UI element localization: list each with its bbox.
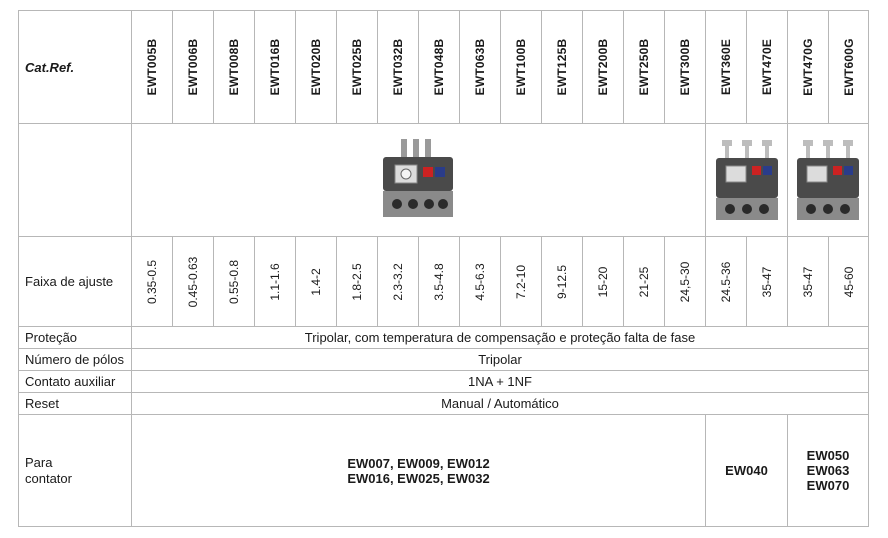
image-label-cell	[19, 124, 132, 237]
catref-value: EWT020B	[309, 38, 323, 96]
catref-cell	[337, 11, 378, 124]
range-value: 35-47	[760, 266, 774, 297]
relay-large-image-cell	[788, 124, 869, 237]
contactor-line: EW063	[806, 463, 850, 478]
range-value: 7.2-10	[514, 264, 528, 299]
range-cell	[460, 237, 501, 327]
contactor-group2	[706, 415, 788, 527]
range-label: Faixa de ajuste	[19, 237, 132, 327]
overload-relay-g-image	[793, 138, 863, 222]
catref-cell	[132, 11, 173, 124]
range-value: 35-47	[801, 266, 815, 297]
catref-value: EWT016B	[268, 38, 282, 96]
range-value: 3.5-4.8	[432, 262, 446, 301]
range-cell	[419, 237, 460, 327]
catref-value: EWT360E	[719, 38, 733, 96]
protection-label: Proteção	[19, 327, 132, 349]
catref-value: EWT300B	[678, 38, 692, 96]
range-cell	[706, 237, 747, 327]
contactor-line: EW070	[806, 478, 850, 493]
aux-contact-label: Contato auxiliar	[19, 371, 132, 393]
catref-cell	[665, 11, 706, 124]
catref-value: EWT032B	[391, 38, 405, 96]
range-value: 1.8-2.5	[350, 262, 364, 301]
catref-value: EWT025B	[350, 38, 364, 96]
range-value: 45-60	[841, 266, 856, 297]
protection-row	[19, 327, 869, 349]
range-cell	[132, 237, 173, 327]
catref-value: EWT600G	[841, 38, 856, 96]
catref-value: EWT250B	[637, 38, 651, 96]
range-cell	[583, 237, 624, 327]
catref-cell	[296, 11, 337, 124]
range-value: 1.1-1.6	[268, 262, 282, 301]
range-cell	[296, 237, 337, 327]
range-cell	[542, 237, 583, 327]
poles-label: Número de pólos	[19, 349, 132, 371]
catref-row	[19, 11, 869, 124]
reset-value: Manual / Automático	[132, 393, 869, 415]
catref-value: EWT063B	[473, 38, 487, 96]
range-value: 1.4-2	[309, 267, 323, 296]
relay-small-image-cell	[132, 124, 706, 237]
catref-value: EWT006B	[186, 38, 200, 96]
range-value: 24,5-30	[678, 261, 692, 302]
image-row	[19, 124, 869, 237]
catref-cell	[501, 11, 542, 124]
catref-value: EWT470E	[760, 38, 774, 96]
range-value: 15-20	[596, 266, 610, 297]
contactor-line: EW040	[725, 463, 768, 478]
range-cell	[501, 237, 542, 327]
catref-cell	[829, 11, 869, 124]
poles-row	[19, 349, 869, 371]
range-cell	[337, 237, 378, 327]
relay-medium-image-cell	[706, 124, 788, 237]
protection-value: Tripolar, com temperatura de compensação e proteção falta de fase	[132, 327, 869, 349]
overload-relay-e-image	[712, 138, 782, 222]
catref-value: EWT125B	[555, 38, 569, 96]
catref-cell	[460, 11, 501, 124]
catref-label: Cat.Ref.	[19, 11, 132, 124]
aux-contact-row	[19, 371, 869, 393]
range-cell	[173, 237, 214, 327]
contactor-label-cell	[19, 415, 132, 527]
range-cell	[829, 237, 869, 327]
catref-cell	[255, 11, 296, 124]
overload-relay-image	[377, 137, 461, 223]
catref-cell	[747, 11, 788, 124]
range-cell	[665, 237, 706, 327]
range-value: 2.3-3.2	[391, 262, 405, 301]
contactor-group3	[788, 415, 869, 527]
catref-cell	[214, 11, 255, 124]
catref-value: EWT100B	[514, 38, 528, 96]
catref-cell	[706, 11, 747, 124]
range-cell	[624, 237, 665, 327]
catref-value: EWT005B	[145, 38, 159, 96]
catref-cell	[173, 11, 214, 124]
spec-table	[18, 10, 869, 527]
catref-cell	[542, 11, 583, 124]
reset-row	[19, 393, 869, 415]
range-cell	[747, 237, 788, 327]
aux-contact-value: 1NA + 1NF	[132, 371, 869, 393]
catref-value: EWT200B	[596, 38, 610, 96]
range-value: 21-25	[637, 266, 651, 297]
contactor-line: EW007, EW009, EW012	[347, 455, 490, 471]
range-cell	[788, 237, 829, 327]
catref-cell	[583, 11, 624, 124]
range-value: 9-12.5	[555, 264, 569, 299]
range-cell	[378, 237, 419, 327]
contactor-line: EW016, EW025, EW032	[347, 470, 490, 486]
range-value: 24.5-36	[719, 261, 733, 302]
range-value: 0.35-0.5	[145, 259, 159, 304]
range-row	[19, 237, 869, 327]
range-value: 4.5-6.3	[473, 262, 487, 301]
contactor-group1	[132, 415, 706, 527]
catref-value: EWT470G	[801, 38, 815, 96]
poles-value: Tripolar	[132, 349, 869, 371]
catref-cell	[378, 11, 419, 124]
catref-cell	[419, 11, 460, 124]
reset-label: Reset	[19, 393, 132, 415]
contactor-row	[19, 415, 869, 527]
range-cell	[255, 237, 296, 327]
contactor-line: EW050	[806, 448, 850, 463]
catref-value: EWT048B	[432, 38, 446, 96]
catref-value: EWT008B	[227, 38, 241, 96]
range-value: 0.55-0.8	[227, 259, 241, 304]
contactor-label: Para contator	[25, 454, 72, 486]
catref-cell	[788, 11, 829, 124]
range-value: 0.45-0.63	[186, 256, 200, 307]
catref-cell	[624, 11, 665, 124]
range-cell	[214, 237, 255, 327]
